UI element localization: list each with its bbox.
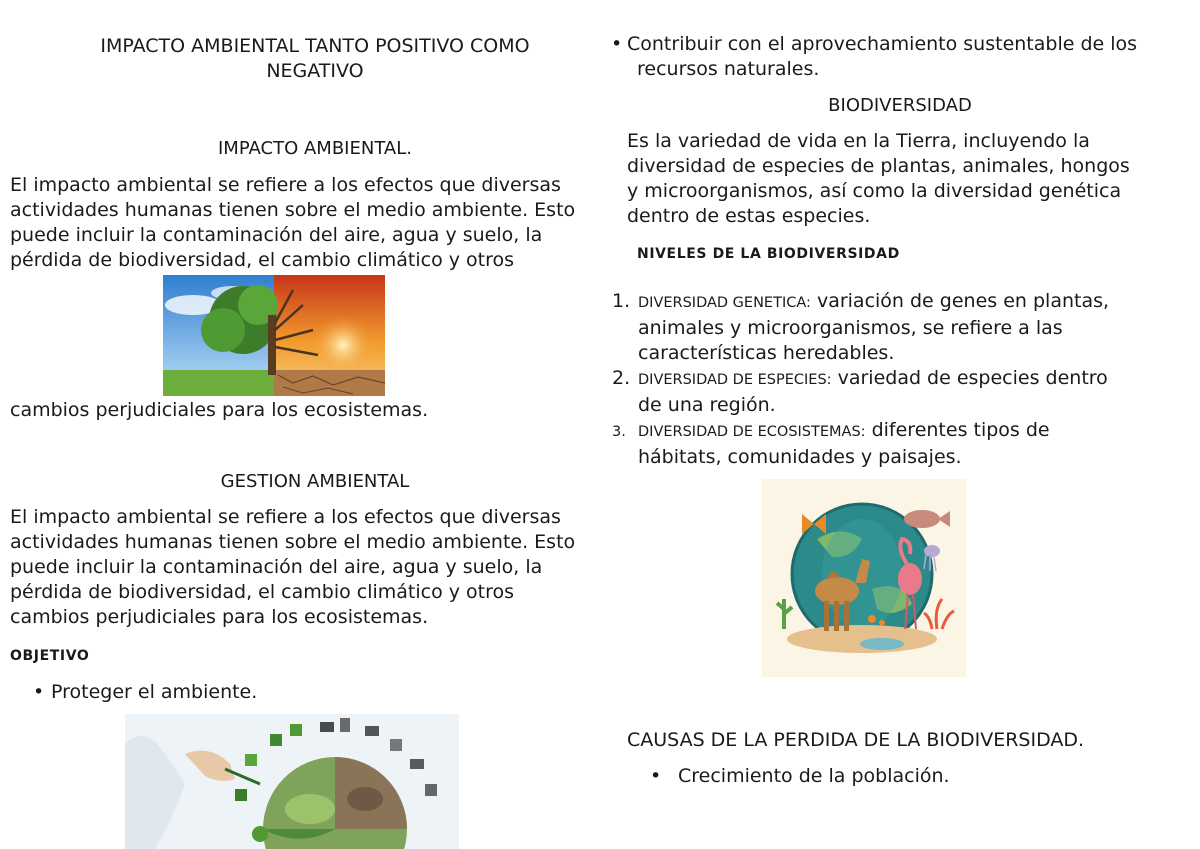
list-number: 1. bbox=[612, 290, 631, 312]
objetivo-heading: OBJETIVO bbox=[10, 648, 90, 664]
gestion-paragraph bbox=[10, 505, 610, 630]
list-number: 3. bbox=[612, 424, 626, 440]
title-line-1: IMPACTO AMBIENTAL TANTO POSITIVO COMO bbox=[100, 35, 530, 57]
objetivo-list bbox=[33, 680, 593, 705]
impacto-line: actividades humanas tienen sobre el medio ambiente. Esto bbox=[10, 199, 576, 221]
gestion-line: pérdida de biodiversidad, el cambio climático y otros bbox=[10, 581, 515, 603]
bullet-line: recursos naturales. bbox=[637, 58, 820, 80]
bullet-icon: • bbox=[611, 33, 623, 55]
impacto-line: El impacto ambiental se refiere a los efectos que diversas bbox=[10, 174, 561, 196]
niveles-list bbox=[612, 289, 1192, 470]
nivel-desc: características heredables. bbox=[638, 342, 895, 364]
impacto-paragraph-end: cambios perjudiciales para los ecosistemas. bbox=[10, 399, 429, 421]
list-number: 2. bbox=[612, 367, 631, 389]
gestion-line: cambios perjudiciales para los ecosistemas. bbox=[10, 606, 429, 628]
nivel-desc: de una región. bbox=[638, 394, 776, 416]
nivel-term: DIVERSIDAD DE ECOSISTEMAS: bbox=[638, 424, 866, 440]
biodiversidad-heading: BIODIVERSIDAD bbox=[828, 95, 972, 116]
gestion-line: El impacto ambiental se refiere a los efectos que diversas bbox=[10, 506, 561, 528]
gestion-line: puede incluir la contaminación del aire, agua y suelo, la bbox=[10, 556, 543, 578]
bio-line: diversidad de especies de plantas, animales, hongos bbox=[627, 155, 1130, 177]
list-item bbox=[612, 418, 1192, 470]
bio-line: y microorganismos, así como la diversidad genética bbox=[627, 180, 1122, 202]
objetivo-item-text: Proteger el ambiente. bbox=[51, 681, 258, 703]
nivel-desc: variedad de especies dentro bbox=[831, 367, 1108, 389]
causa-item-text: Crecimiento de la población. bbox=[678, 765, 950, 787]
sustainable-bullet bbox=[611, 32, 1200, 82]
nivel-desc: hábitats, comunidades y paisajes. bbox=[638, 446, 962, 468]
nivel-desc: diferentes tipos de bbox=[865, 419, 1050, 441]
list-item bbox=[650, 764, 1180, 789]
impacto-line: pérdida de biodiversidad, el cambio climático y otros bbox=[10, 249, 515, 271]
list-item bbox=[612, 289, 1192, 366]
gestion-line: actividades humanas tienen sobre el medio ambiente. Esto bbox=[10, 531, 576, 553]
gestion-heading: GESTION AMBIENTAL bbox=[220, 471, 410, 492]
impacto-heading: IMPACTO AMBIENTAL. bbox=[218, 138, 412, 159]
impacto-paragraph bbox=[10, 173, 610, 273]
title-line-2: NEGATIVO bbox=[266, 60, 364, 82]
causas-list bbox=[650, 764, 1180, 789]
bio-line: Es la variedad de vida en la Tierra, incluyendo la bbox=[627, 130, 1090, 152]
document-title bbox=[20, 34, 610, 84]
nivel-term: DIVERSIDAD GENETICA: bbox=[638, 295, 811, 311]
biodiversity-globe-image bbox=[762, 479, 966, 677]
nivel-term: DIVERSIDAD DE ESPECIES: bbox=[638, 372, 832, 388]
biodiversidad-paragraph bbox=[627, 129, 1187, 229]
causas-heading: CAUSAS DE LA PERDIDA DE LA BIODIVERSIDAD. bbox=[627, 729, 1085, 751]
bullet-icon: • bbox=[33, 681, 45, 703]
list-item bbox=[33, 680, 593, 705]
tree-climate-image bbox=[163, 275, 385, 396]
bullet-line: Contribuir con el aprovechamiento sustentable de los bbox=[627, 33, 1138, 55]
niveles-heading: NIVELES DE LA BIODIVERSIDAD bbox=[637, 246, 900, 262]
list-item bbox=[612, 366, 1192, 418]
bullet-icon: • bbox=[650, 765, 662, 787]
bio-line: dentro de estas especies. bbox=[627, 205, 871, 227]
hand-globe-image bbox=[125, 714, 459, 849]
nivel-desc: variación de genes en plantas, bbox=[810, 290, 1110, 312]
impacto-line: puede incluir la contaminación del aire, agua y suelo, la bbox=[10, 224, 543, 246]
nivel-desc: animales y microorganismos, se refiere a las bbox=[638, 317, 1063, 339]
